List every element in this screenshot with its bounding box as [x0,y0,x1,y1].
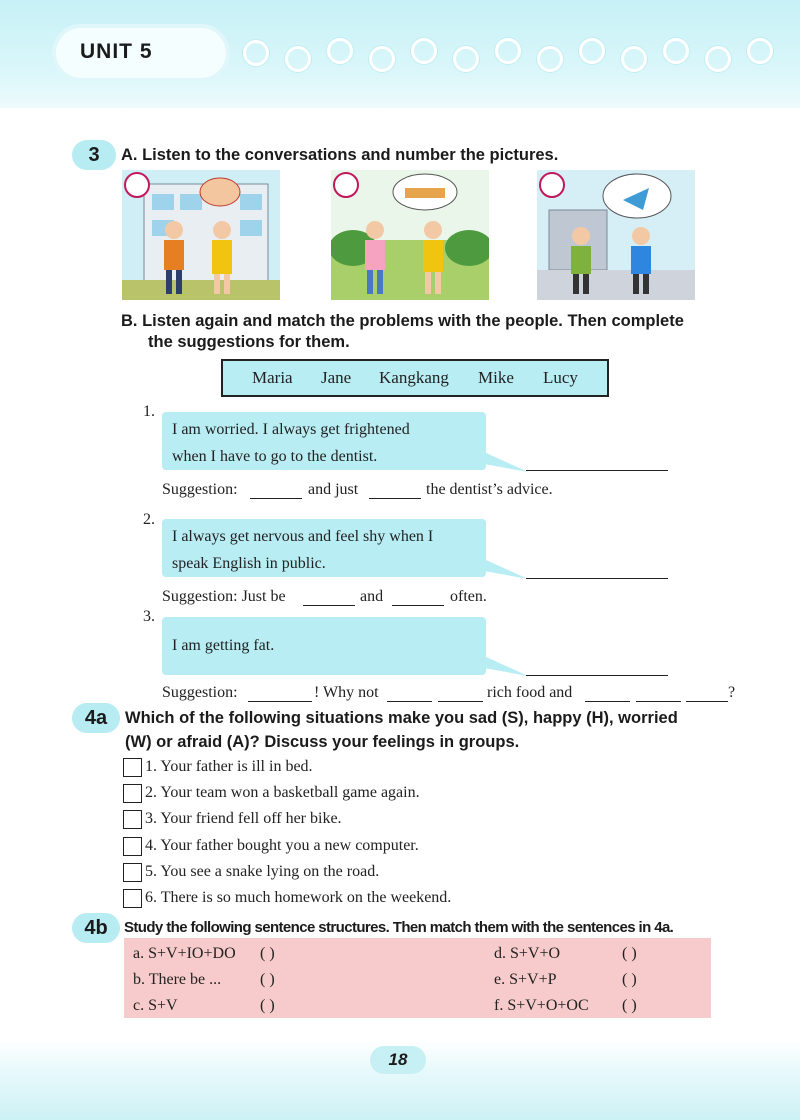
ring-icon [579,38,605,64]
item-3-number: 3. [143,608,155,625]
suggestion-2-c: often. [450,588,487,605]
ring-icon [621,46,647,72]
situation-6: 6. There is so much homework on the weekend. [145,889,452,906]
checkbox-4a-6[interactable] [123,889,142,908]
suggestion-3-blank-2[interactable] [387,701,432,702]
checkbox-4a-5[interactable] [123,863,142,882]
bubble-3-line-1: I am getting fat. [172,637,275,654]
suggestion-1-a: Suggestion: [162,481,238,498]
ring-icon [285,46,311,72]
suggestion-3-blank-5[interactable] [636,701,681,702]
item-1-number: 1. [143,403,155,420]
structure-f: f. S+V+O+OC [494,997,589,1014]
suggestion-3-blank-6[interactable] [686,701,728,702]
suggestion-2-blank-1[interactable] [303,605,355,606]
ring-icon [369,46,395,72]
suggestion-3-d: ? [728,684,736,701]
picture-number-circle[interactable] [124,172,150,198]
suggestion-2-blank-2[interactable] [392,605,444,606]
suggestion-3-c: rich food and [487,684,573,701]
speech-bubble-2-tail [484,559,528,579]
speech-bubble-3-tail [484,656,528,676]
ring-icon [327,38,353,64]
structure-e-answer[interactable]: ( ) [622,971,637,988]
name-jane: Jane [321,368,352,387]
section-4a-heading-line-1: Which of the following situations make you sad (S), happy (H), worried [125,709,678,727]
ring-icon [537,46,563,72]
picture-3 [537,170,695,300]
bubble-2-line-2: speak English in public. [172,555,326,572]
suggestion-1-blank-2[interactable] [369,498,421,499]
section-4b-badge: 4b [72,913,120,943]
structure-d-answer[interactable]: ( ) [622,945,637,962]
decorative-rings [0,0,800,100]
name-kangkang: Kangkang [379,368,449,387]
checkbox-4a-1[interactable] [123,758,142,777]
name-answer-line-1[interactable] [526,470,668,471]
suggestion-3-blank-3[interactable] [438,701,483,702]
suggestion-1-blank-1[interactable] [250,498,302,499]
structure-c-answer[interactable]: ( ) [260,997,275,1014]
ring-icon [453,46,479,72]
structure-c: c. S+V [133,997,178,1014]
section-4b-heading: Study the following sentence structures. Then match them with the sentences in 4a. [124,919,674,936]
speech-bubble-3 [162,617,486,675]
name-answer-line-2[interactable] [526,578,668,579]
unit-title: UNIT 5 [80,40,153,63]
situation-4: 4. Your father bought you a new computer. [145,837,419,854]
structure-b: b. There be ... [133,971,222,988]
speech-bubble-1 [162,412,486,470]
structure-b-answer[interactable]: ( ) [260,971,275,988]
page-number: 18 [370,1046,426,1074]
name-maria: Maria [252,368,293,387]
bubble-1-line-1: I am worried. I always get frightened [172,421,410,438]
situation-5: 5. You see a snake lying on the road. [145,863,380,880]
suggestion-2-b: and [360,588,384,605]
situation-2: 2. Your team won a basketball game again. [145,784,420,801]
picture-1 [122,170,280,300]
picture-number-circle[interactable] [333,172,359,198]
structure-d: d. S+V+O [494,945,561,962]
checkbox-4a-3[interactable] [123,810,142,829]
bubble-2-line-1: I always get nervous and feel shy when I [172,528,434,545]
situation-3: 3. Your friend fell off her bike. [145,810,342,827]
name-mike: Mike [478,368,514,387]
ring-icon [495,38,521,64]
suggestion-3-b: ! Why not [314,684,379,701]
structure-a-answer[interactable]: ( ) [260,945,275,962]
ring-icon [663,38,689,64]
bubble-1-line-2: when I have to go to the dentist. [172,448,378,465]
suggestion-3-blank-1[interactable] [248,701,312,702]
structure-e: e. S+V+P [494,971,557,988]
section-3-badge: 3 [72,140,116,170]
item-2-number: 2. [143,511,155,528]
structure-f-answer[interactable]: ( ) [622,997,637,1014]
suggestion-3-a: Suggestion: [162,684,238,701]
speech-bubble-2 [162,519,486,577]
section-3b-heading-line-1: B. Listen again and match the problems with the people. Then complete [121,312,684,330]
ring-icon [243,40,269,66]
checkbox-4a-4[interactable] [123,837,142,856]
structure-a: a. S+V+IO+DO [133,945,236,962]
checkbox-4a-2[interactable] [123,784,142,803]
situation-1: 1. Your father is ill in bed. [145,758,313,775]
suggestion-2-a: Suggestion: Just be [162,588,286,605]
suggestion-3-blank-4[interactable] [585,701,630,702]
ring-icon [411,38,437,64]
suggestion-1-c: the dentist’s advice. [426,481,553,498]
section-4a-heading-line-2: (W) or afraid (A)? Discuss your feelings in groups. [125,733,520,751]
name-lucy: Lucy [543,368,578,387]
picture-2 [331,170,489,300]
speech-bubble-1-tail [484,452,528,472]
section-3b-heading-line-2: the suggestions for them. [148,333,350,351]
ring-icon [747,38,773,64]
section-4a-badge: 4a [72,703,120,733]
suggestion-1-b: and just [308,481,359,498]
section-3a-heading: A. Listen to the conversations and number the pictures. [121,146,559,164]
name-answer-line-3[interactable] [526,675,668,676]
picture-number-circle[interactable] [539,172,565,198]
ring-icon [705,46,731,72]
